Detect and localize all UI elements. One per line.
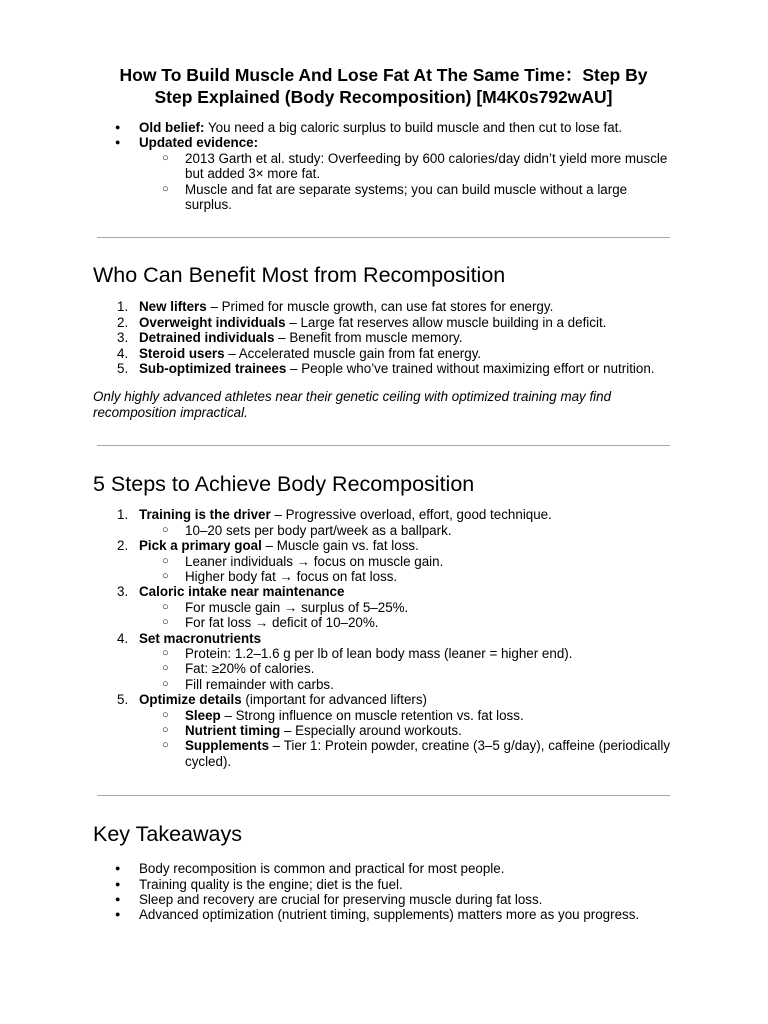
item-label: Overweight individuals xyxy=(139,314,286,330)
item-number: 5. xyxy=(117,692,129,708)
list-item xyxy=(93,361,674,376)
item-text: – Muscle gain vs. fat loss. xyxy=(261,538,419,554)
item-text: – Especially around workouts. xyxy=(280,722,462,738)
item-text: Fat: ≥20% of calories. xyxy=(185,661,315,677)
item-label: Sub-optimized trainees xyxy=(139,361,287,377)
item-number: 3. xyxy=(117,330,129,346)
item-label: Pick a primary goal xyxy=(139,538,262,554)
list-item xyxy=(93,861,674,876)
takeaways-list xyxy=(93,861,674,923)
item-number: 3. xyxy=(117,584,129,600)
list-item xyxy=(93,299,674,314)
item-label: New lifters xyxy=(139,299,207,315)
list-item xyxy=(93,877,674,892)
item-label: Caloric intake near maintenance xyxy=(139,584,345,600)
item-text: (important for advanced lifters) xyxy=(241,692,427,708)
item-text: Advanced optimization (nutrient timing, supplements) matters more as you progress. xyxy=(139,907,640,923)
list-subitem xyxy=(93,615,674,630)
section-heading-steps: 5 Steps to Achieve Body Recomposition xyxy=(93,472,475,497)
item-label: Nutrient timing xyxy=(185,722,281,738)
item-text: Higher body fat → focus on fat loss. xyxy=(185,568,398,584)
list-item xyxy=(93,692,674,707)
item-text: For muscle gain → surplus of 5–25%. xyxy=(185,599,409,615)
list-item xyxy=(93,120,674,135)
item-text: – People who’ve trained without maximizing effort or nutrition. xyxy=(286,361,655,377)
item-text: Body recomposition is common and practical for most people. xyxy=(139,861,505,877)
list-item xyxy=(93,135,674,150)
list-item xyxy=(93,892,674,907)
item-text: 10–20 sets per body part/week as a ballpark. xyxy=(185,522,452,538)
list-subitem xyxy=(93,677,674,692)
title-line-2: Step Explained (Body Recomposition) [M4K0s792wAU] xyxy=(154,87,613,107)
item-text: Training quality is the engine; diet is the fuel. xyxy=(139,876,403,892)
list-subitem xyxy=(93,182,674,213)
list-subitem xyxy=(93,569,674,584)
list-item xyxy=(93,346,674,361)
item-label: Detrained individuals xyxy=(139,330,275,346)
list-subitem xyxy=(93,661,674,676)
title-line-1: How To Build Muscle And Lose Fat At The Same Time：Step By xyxy=(119,65,648,85)
section-heading-takeaways: Key Takeaways xyxy=(93,822,242,847)
item-number: 1. xyxy=(117,299,129,315)
list-subitem xyxy=(93,554,674,569)
item-text: – Tier 1: Protein powder, creatine (3–5 g/day), caffeine (periodically cycled). xyxy=(185,738,671,769)
item-label: Sleep xyxy=(185,707,221,723)
item-label: Updated evidence: xyxy=(139,135,259,151)
section-heading-who: Who Can Benefit Most from Recomposition xyxy=(93,263,506,288)
item-text: – Primed for muscle growth, can use fat stores for energy. xyxy=(206,299,554,315)
item-text: Protein: 1.2–1.6 g per lb of lean body mass (leaner = higher end). xyxy=(185,645,573,661)
item-label: Old belief: xyxy=(139,120,205,135)
item-label: Set macronutrients xyxy=(139,630,262,646)
list-subitem xyxy=(93,708,674,723)
list-item xyxy=(93,907,674,922)
item-text: Fill remainder with carbs. xyxy=(185,676,334,692)
item-text: – Benefit from muscle memory. xyxy=(274,330,463,346)
item-number: 2. xyxy=(117,538,129,554)
list-subitem xyxy=(93,646,674,661)
item-text: – Accelerated muscle gain from fat energy. xyxy=(224,345,482,361)
section-divider xyxy=(97,795,670,796)
list-item xyxy=(93,315,674,330)
item-text: Muscle and fat are separate systems; you can build muscle without a large surplus. xyxy=(185,181,628,213)
list-item xyxy=(93,538,674,553)
section-divider xyxy=(97,237,670,238)
item-number: 2. xyxy=(117,314,129,330)
item-label: Steroid users xyxy=(139,345,225,361)
item-label: Supplements xyxy=(185,738,270,754)
item-text: Sleep and recovery are crucial for preserving muscle during fat loss. xyxy=(139,892,543,907)
who-list xyxy=(93,299,674,376)
list-subitem xyxy=(93,523,674,538)
item-text: – Strong influence on muscle retention vs. fat loss. xyxy=(220,707,524,723)
list-subitem xyxy=(93,600,674,615)
list-item xyxy=(93,507,674,522)
item-text: For fat loss → deficit of 10–20%. xyxy=(185,615,379,631)
list-item xyxy=(93,584,674,599)
item-number: 4. xyxy=(117,630,129,646)
item-text: – Large fat reserves allow muscle building in a deficit. xyxy=(285,314,607,330)
intro-list xyxy=(93,120,674,212)
list-item xyxy=(93,330,674,345)
item-label: Training is the driver xyxy=(139,507,271,523)
item-text: – Progressive overload, effort, good technique. xyxy=(270,507,552,523)
who-note: Only highly advanced athletes near their genetic ceiling with optimized training may find recomposition impractical. xyxy=(93,389,612,420)
section-divider xyxy=(97,445,670,446)
list-subitem xyxy=(93,151,674,182)
item-text: 2013 Garth et al. study: Overfeeding by 600 calories/day didn’t yield more muscle but added 3× more fat. xyxy=(185,150,668,182)
steps-list xyxy=(93,507,674,769)
item-number: 5. xyxy=(117,361,129,377)
list-subitem xyxy=(93,723,674,738)
item-number: 4. xyxy=(117,345,129,361)
item-number: 1. xyxy=(117,507,129,523)
list-item xyxy=(93,631,674,646)
item-label: Optimize details xyxy=(139,692,242,708)
item-text: Leaner individuals → focus on muscle gain. xyxy=(185,553,444,569)
list-subitem xyxy=(93,738,674,769)
document-title xyxy=(93,0,674,108)
item-text: You need a big caloric surplus to build muscle and then cut to lose fat. xyxy=(204,120,623,135)
